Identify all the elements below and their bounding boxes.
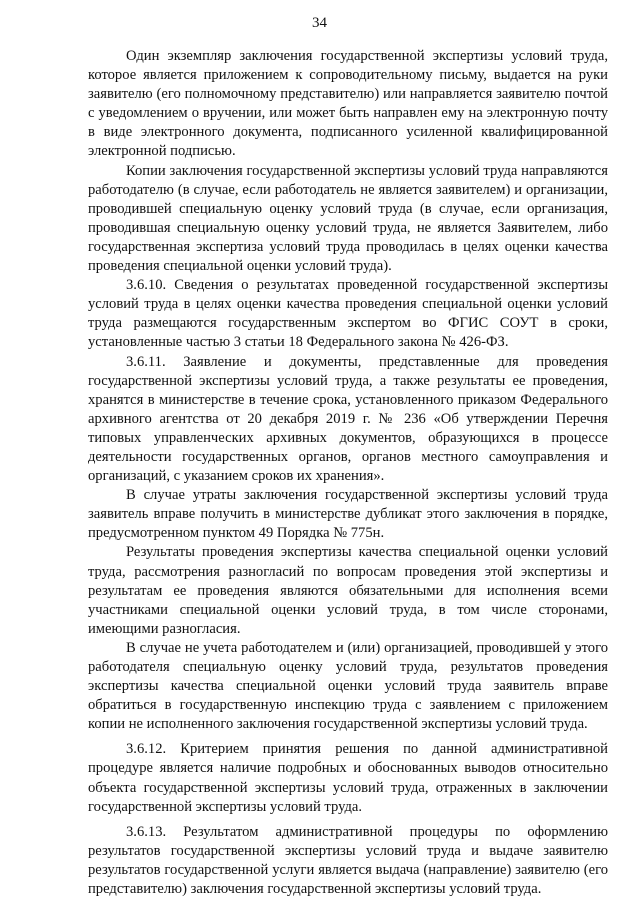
paragraph-3-6-13: 3.6.13. Результатом административной процедуры по оформлению результатов государственной экспертизы условий труда и выдаче заявителю результатов государственной услуги является выдача (направление) заявителю (его представителю) заключения государственной экспертизы условий труда. <box>88 823 608 898</box>
paragraph-duplicate: В случае утраты заключения государственной экспертизы условий труда заявитель вправе получить в министерстве дубликат этого заключения в порядке, предусмотренном пунктом 49 Порядка № 775н. <box>88 487 608 542</box>
paragraph-binding-results: Результаты проведения экспертизы качества специальной оценки условий труда, рассмотрения разногласий по вопросам проведения этой экспертизы и результатам ее проведения являются обязательными для исполнения всеми участниками специальной оценки условий труда, в том числе сторонами, имеющими разногласия. <box>88 544 608 637</box>
paragraph-copy-delivery: Один экземпляр заключения государственной экспертизы условий труда, которое является приложением к сопроводительному письму, выдается на руки заявителю (его полномочному представителю) или направляется заявителю почтой с уведомлением о вручении, или может быть направлен ему на электронную почту в виде электронного документа, подписанного усиленной квалифицированной электронной подписью. <box>88 48 608 160</box>
page-number: 34 <box>312 15 327 31</box>
paragraph-labor-inspection: В случае не учета работодателем и (или) организацией, проводившей у этого работодателя специальную оценку условий труда, результатов проведения экспертизы качества специальной оценки условий труда заявитель вправе обратиться в государственную инспекцию труда с заявлением с приложением копии не исполненного заключения государственной экспертизы условий труда. <box>88 639 608 733</box>
paragraph-3-6-10: 3.6.10. Сведения о результатах проведенной государственной экспертизы условий труда в целях оценки качества проведения специальной оценки условий труда размещаются государственным экспертом во ФГИС СОУТ в сроки, установленные частью 3 статьи 18 Федерального закона № 426-ФЗ. <box>88 277 608 351</box>
paragraph-copies-to-employer: Копии заключения государственной экспертизы условий труда направляются работодателю (в случае, если работодатель не является заявителем) и организации, проводившей специальную оценку условий труда (в случае, если организация, проводившая специальную оценку условий труда, не является Заявителем, либо государственная экспертиза условий труда проводилась в целях оценки качества проведения специальной оценки условий труда). <box>88 162 608 275</box>
document-body <box>88 47 608 899</box>
paragraph-3-6-11: 3.6.11. Заявление и документы, представленные для проведения государственной экспертизы условий труда, а также результаты ее проведения, хранятся в министерстве в течение срока, установленного приказом Федерального архивного агентства от 20 декабря 2019 г. № 236 «Об утверждении Перечня типовых управленческих архивных документов, образующихся в процессе деятельности государственных органов, органов местного самоуправления и организаций, с указанием сроков их хранения». <box>88 353 608 485</box>
paragraph-3-6-12: 3.6.12. Критерием принятия решения по данной административной процедуре является наличие подробных и обоснованных выводов относительно объекта государственной экспертизы условий труда, отраженных в заключении государственной экспертизы условий труда. <box>88 741 608 815</box>
